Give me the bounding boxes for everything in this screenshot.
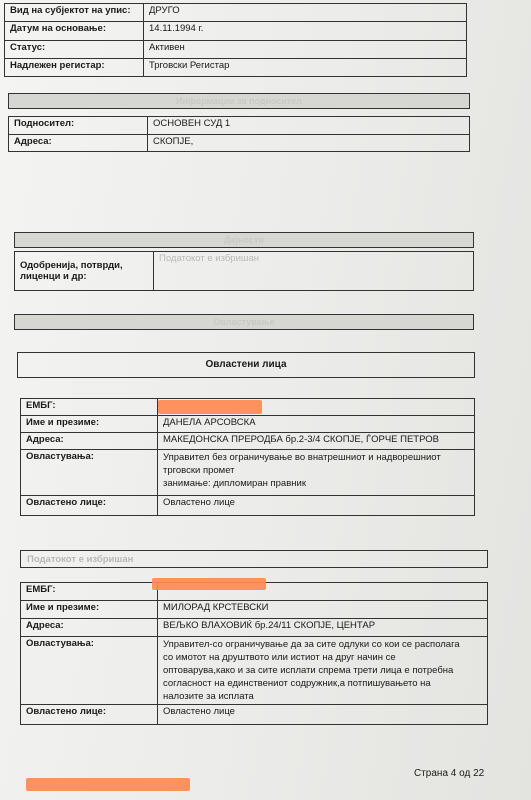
permits-section-header: Дејности <box>14 232 474 248</box>
submitter-section-header: Информации за подносител <box>8 93 470 109</box>
table-row <box>21 416 475 433</box>
person2-name-label: Име и презиме: <box>21 601 158 619</box>
submitter-address-label: Адреса: <box>9 134 148 152</box>
table-row <box>21 450 475 496</box>
status-label: Статус: <box>5 40 144 58</box>
person2-powers-value <box>158 637 488 705</box>
person2-address-label: Адреса: <box>21 619 158 637</box>
subject-type-label: Вид на субјектот на упис: <box>5 4 144 22</box>
founding-date-label: Датум на основање: <box>5 22 144 40</box>
table-row <box>21 637 488 705</box>
table-row <box>9 117 470 135</box>
page-number: Страна 4 од 22 <box>414 768 485 779</box>
table-row <box>15 252 474 291</box>
founding-date-value: 14.11.1994 г. <box>144 22 467 40</box>
table-row <box>21 619 488 637</box>
person1-powers-line: трговски промет <box>163 465 235 476</box>
person1-table <box>20 398 475 516</box>
person1-address-value: МАКЕДОНСКА ПРЕРОДБА бр.2-3/4 СКОПЈЕ, ЃОРЧЕ ПЕТРОВ <box>158 433 475 450</box>
table-row <box>5 40 467 58</box>
person1-address-label: Адреса: <box>21 433 158 450</box>
person1-powers-line: Управител без ограничување во внатрешниот и надворешниот <box>163 452 441 463</box>
table-row <box>5 4 467 22</box>
table-row <box>21 496 475 516</box>
submitter-value: ОСНОВЕН СУД 1 <box>148 117 470 135</box>
registry-value: Трговски Регистар <box>144 58 467 76</box>
person2-powers-line: согласност на единствениот содружник,а потпишувањето на <box>163 678 431 689</box>
person1-powers-line: занимање: дипломиран правник <box>163 478 306 489</box>
person1-powers-value <box>158 450 475 496</box>
permits-value: Податокот е избришан <box>154 252 474 291</box>
person1-powers-label: Овластувања: <box>21 450 158 496</box>
redaction-mark <box>158 400 262 414</box>
person2-powers-label: Овластувања: <box>21 637 158 705</box>
submitter-label: Подносител: <box>9 117 148 135</box>
person2-powers-line: налозите за исплата <box>163 691 254 702</box>
person2-powers-line: оптоварува,како и за сите исплати спрема трети лица е потребна <box>163 665 454 676</box>
table-row <box>5 22 467 40</box>
permits-table <box>14 251 474 291</box>
person1-name-label: Име и презиме: <box>21 416 158 433</box>
table-row <box>9 134 470 152</box>
person2-deleted-header: Податокот е избришан <box>20 550 488 568</box>
submitter-table <box>8 116 470 152</box>
person1-authorized-label: Овластено лице: <box>21 496 158 516</box>
person1-name-value: ДАНЕЛА АРСОВСКА <box>158 416 475 433</box>
person1-embg-label: ЕМБГ: <box>21 399 158 416</box>
person2-name-value: МИЛОРАД КРСТЕВСКИ <box>158 601 488 619</box>
person2-authorized-value: Овластено лице <box>158 705 488 725</box>
authorized-persons-title: Овластени лица <box>17 352 475 378</box>
authorization-section-header: Овластување <box>14 314 474 330</box>
registry-label: Надлежен регистар: <box>5 58 144 76</box>
subject-type-value: ДРУГО <box>144 4 467 22</box>
redaction-mark <box>26 778 190 791</box>
person2-authorized-label: Овластено лице: <box>21 705 158 725</box>
subject-info-table <box>4 3 467 77</box>
person2-embg-label: ЕМБГ: <box>21 583 158 601</box>
permits-label: Одобренија, потврди, лиценци и др: <box>15 252 154 291</box>
redaction-mark <box>152 578 266 590</box>
person2-powers-line: со имотот на друштвото или истиот на друг начин се <box>163 652 396 663</box>
person2-table <box>20 582 488 725</box>
table-row <box>5 58 467 76</box>
table-row <box>21 433 475 450</box>
person2-powers-line: Управител-со ограничување да за сите одлуки со кои се располага <box>163 639 460 650</box>
submitter-address-value: СКОПЈЕ, <box>148 134 470 152</box>
status-value: Активен <box>144 40 467 58</box>
person1-authorized-value: Овластено лице <box>158 496 475 516</box>
person2-address-value: ВЕЉКО ВЛАХОВИЌ бр.24/11 СКОПЈЕ, ЦЕНТАР <box>158 619 488 637</box>
table-row <box>21 705 488 725</box>
table-row <box>21 601 488 619</box>
